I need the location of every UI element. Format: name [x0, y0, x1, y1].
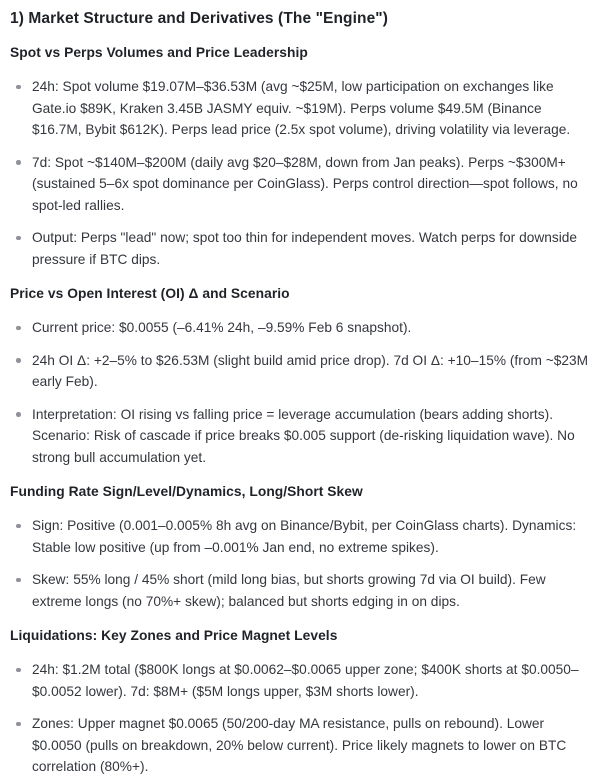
bullet-item: 7d: Spot ~$140M–$200M (daily avg $20–$28M, down from Jan peaks). Perps ~$300M+ (sustained 5–6x spot dominance per CoinGlass). Perps control direction—spot follows, no spot-led rallies.: [32, 152, 590, 217]
bullet-list: [10, 515, 590, 612]
section-heading: Funding Rate Sign/Level/Dynamics, Long/Short Skew: [10, 484, 363, 499]
bullet-item: Skew: 55% long / 45% short (mild long bias, but shorts growing 7d via OI build). Few extreme longs (no 70%+ skew); balanced but shorts edging in on dips.: [32, 569, 590, 612]
bullet-item: Sign: Positive (0.001–0.005% 8h avg on Binance/Bybit, per CoinGlass charts). Dynamics: Stable low positive (up from –0.001% Jan end, no extreme spikes).: [32, 515, 590, 558]
bullet-item: 24h OI Δ: +2–5% to $26.53M (slight build amid price drop). 7d OI Δ: +10–15% (from ~$23M early Feb).: [32, 350, 590, 393]
bullet-list: [10, 317, 590, 468]
bullet-list: [10, 76, 590, 270]
section-heading: Price vs Open Interest (OI) Δ and Scenario: [10, 286, 290, 301]
bullet-item: 24h: $1.2M total ($800K longs at $0.0062–$0.0065 upper zone; $400K shorts at $0.0050–$0.0052 lower). 7d: $8M+ ($5M longs upper, $3M shorts lower).: [32, 659, 590, 702]
bullet-item: Interpretation: OI rising vs falling price = leverage accumulation (bears adding shorts). Scenario: Risk of cascade if price breaks $0.005 support (de-risking liquidation wave). No strong bull accumulation yet.: [32, 404, 590, 469]
bullet-item: 24h: Spot volume $19.07M–$36.53M (avg ~$25M, low participation on exchanges like Gate.io $89K, Kraken 3.45B JASMY equiv. ~$19M). Perps volume $49.5M (Binance $16.7M, Bybit $612K). Perps lead price (2.5x spot volume), driving volatility via leverage.: [32, 76, 590, 141]
sections-container: [10, 44, 590, 778]
section-heading: Liquidations: Key Zones and Price Magnet Levels: [10, 628, 338, 643]
bullet-item: Zones: Upper magnet $0.0065 (50/200-day MA resistance, pulls on rebound). Lower $0.0050 (pulls on breakdown, 20% below current). Price likely magnets to lower on BTC correlation (80%+).: [32, 713, 590, 778]
bullet-item: Current price: $0.0055 (–6.41% 24h, –9.59% Feb 6 snapshot).: [32, 317, 590, 339]
page-title: 1) Market Structure and Derivatives (The "Engine"): [10, 10, 389, 27]
bullet-item: Output: Perps "lead" now; spot too thin for independent moves. Watch perps for downside pressure if BTC dips.: [32, 227, 590, 270]
section-heading: Spot vs Perps Volumes and Price Leadership: [10, 45, 308, 60]
bullet-list: [10, 659, 590, 778]
